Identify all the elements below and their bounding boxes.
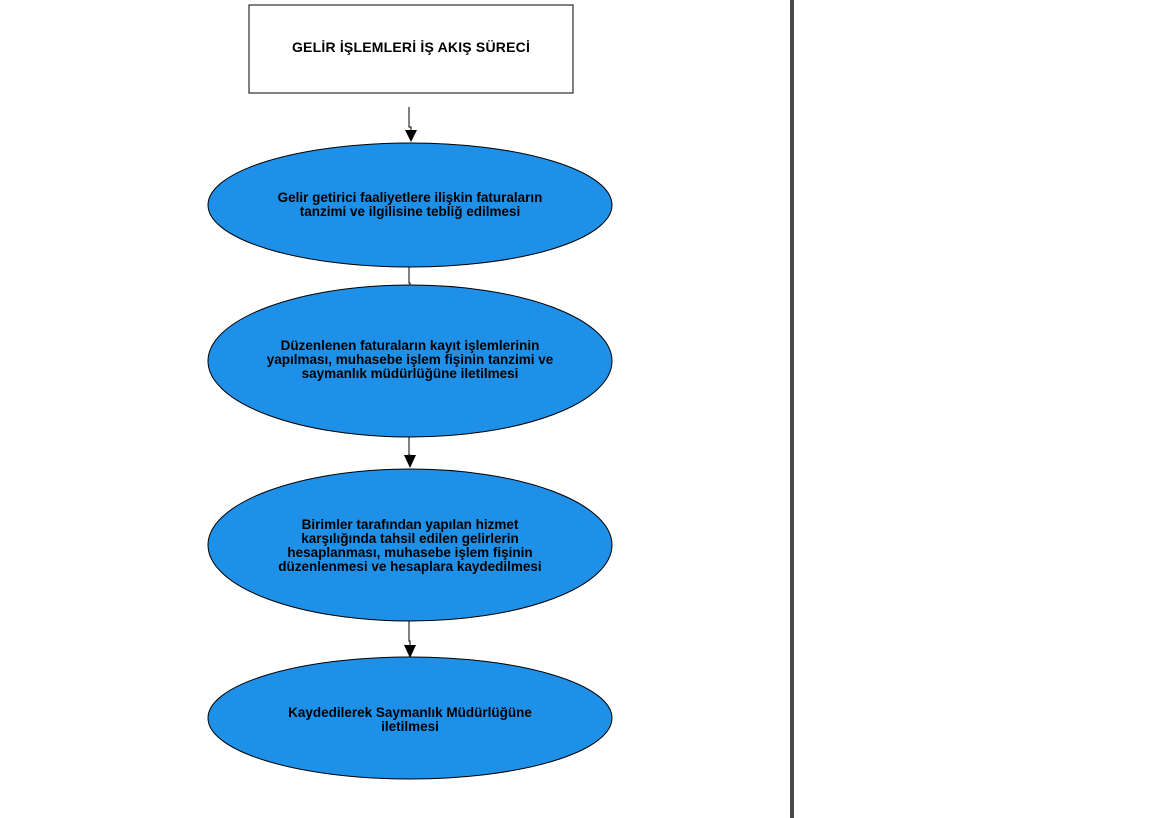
blank-pane (794, 0, 1152, 818)
connector-1 (405, 107, 417, 142)
step-3-label: Birimler tarafından yapılan hizmet karşılığında tahsil edilen gelirlerin hesaplanması, muhasebe işlem fişinin düzenlenmesi ve hesaplara kaydedilmesi (278, 517, 542, 574)
step-2-label: Düzenlenen faturaların kayıt işlemlerinin yapılması, muhasebe işlem fişinin tanzimi ve saymanlık müdürlüğüne iletilmesi (266, 338, 554, 381)
connector-4 (404, 620, 416, 658)
arrow-head-icon (405, 130, 417, 142)
step-4-label: Kaydedilerek Saymanlık Müdürlüğüne iletilmesi (288, 705, 532, 734)
connector-3 (404, 437, 416, 468)
arrow-head-icon (404, 645, 416, 658)
step-1-label: Gelir getirici faaliyetlere ilişkin faturaların tanzimi ve ilgilisine tebliğ edilmesi (277, 190, 543, 219)
diagram-title: GELİR İŞLEMLERİ İŞ AKIŞ SÜRECİ (291, 39, 531, 55)
arrow-head-icon (404, 455, 416, 468)
